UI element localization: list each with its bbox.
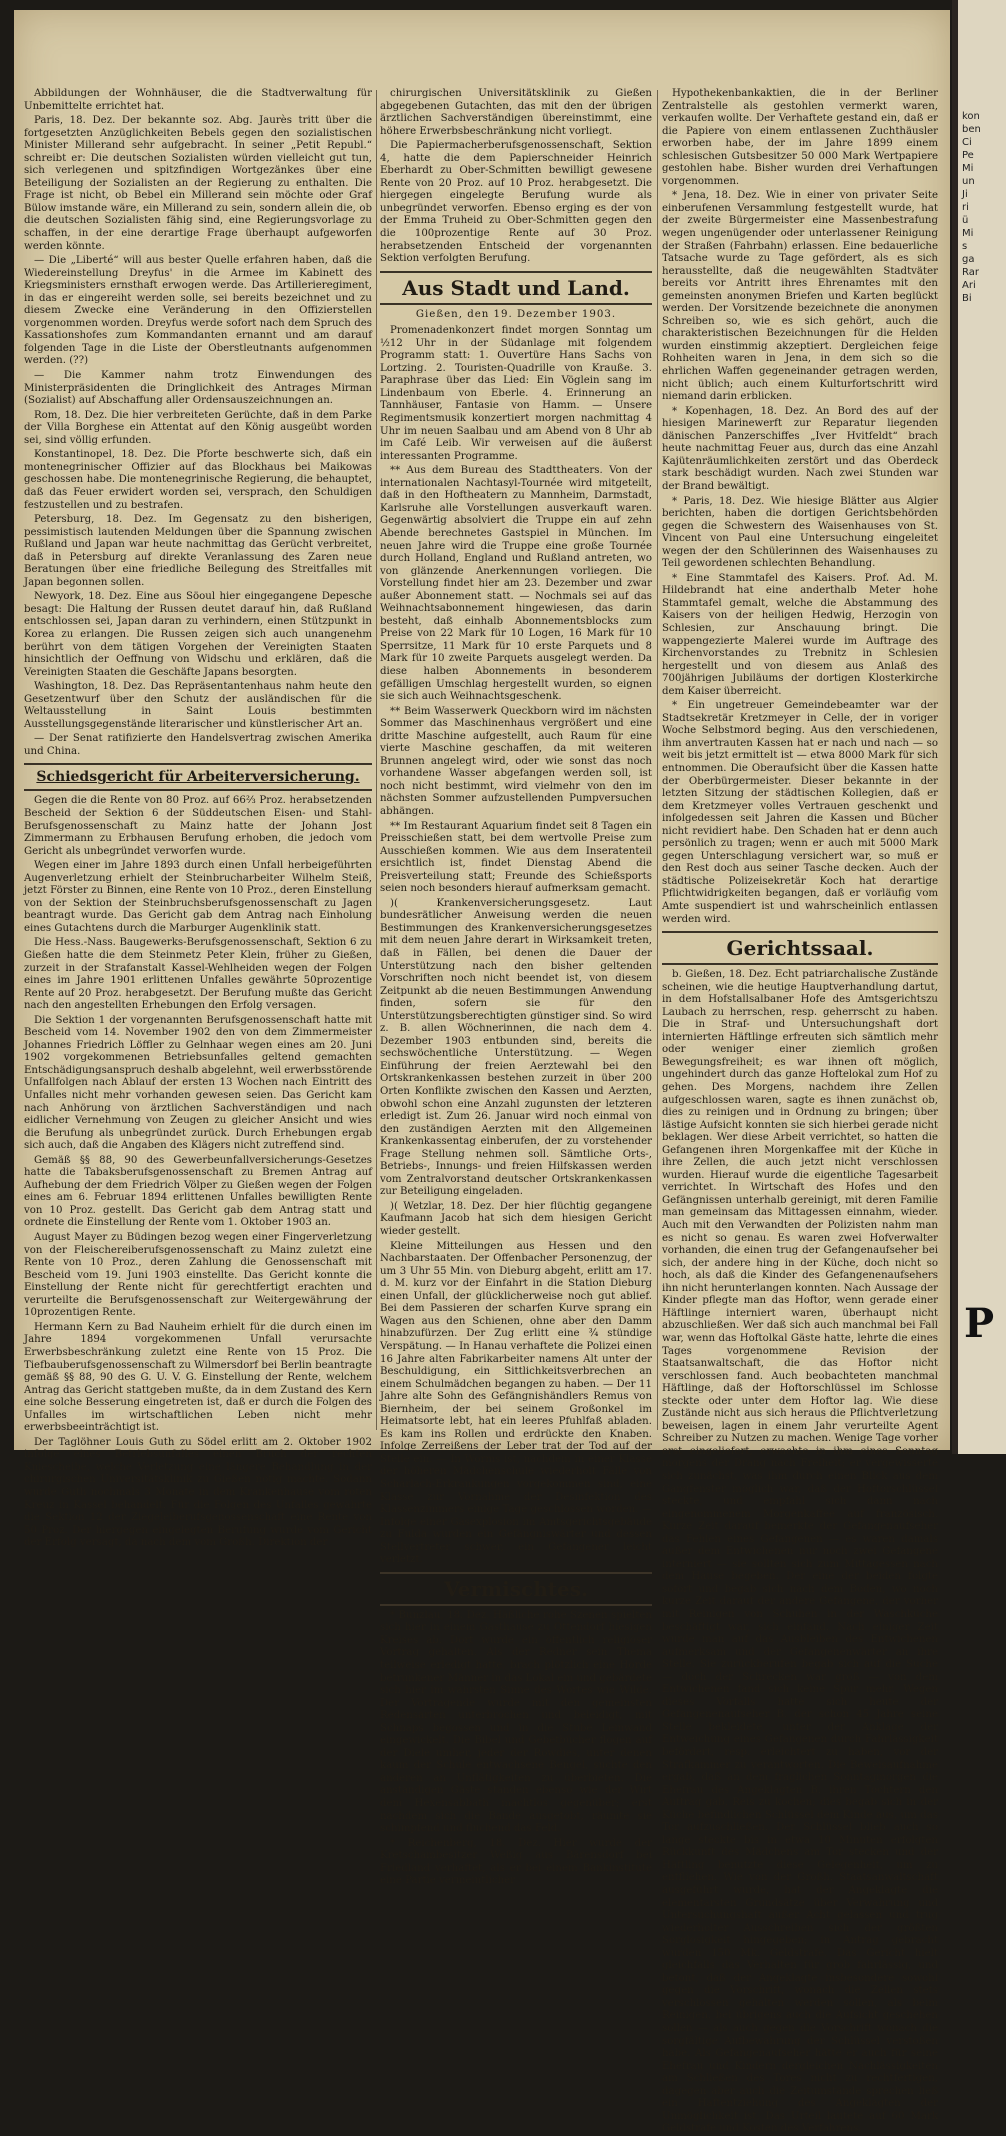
- spine-fragment: ben: [962, 124, 981, 135]
- article-paragraph: Wegen einer im Jahre 1893 durch einen Unfall herbeigeführten Augenverletzung erhielt der Steinbrucharbeiter Wilhelm Steiß, jetzt Förster zu Binnen, eine Rente von 10 Proz., deren Einstellung von der Sektion der Steinbruchsberufsgenossenschaft zu Jagen beantragt wurde. Das Gericht gab dem Antrag nach Einholung eines Gutachtens durch die Marburger Augenklinik statt.: [24, 860, 372, 934]
- article-paragraph: * Bunzlau, 18. Dez. Häßliche rohe Szenen spielten sich hier in einem Gasthause zu Ottendorf hiesigen Kreises ab. Dort wurde ein öffentlich religiöser Vortrag gehalten. Als der Redner sein Thema teilweise erledigt hatte, brach plötzlich eine Horde betrunkener Männer in das Lokal ein und gebärdete sich hier im wahrsten Sinne des Wortes wie Wilde. Der Vortragende wurde mit den gemeinsten Redensarten unterbrochen und beleidigt, mit Schnaps begossen und in die Stube Leinwand eingewickelt. Die Bibel und Gebetbücher flogen auf der Diele umher, jeder der Rowdies, unter denen kaum der Schule entwachsene Bengel, suchte den anderen an Unflätigkeiten zu überbieten. Die anständigen Gäste standen ebenso wie der Wirt dem Hexensabbath machtlos gegenüber; erst nachdem sich die Bande ausgetobt, räumte sie schimpfend und fluchend das Feld.: [380, 1609, 652, 1835]
- section-heading: Schiedsgericht für Arbeiterversicherung.: [24, 763, 372, 791]
- article-paragraph: Paris, 18. Dez. Der bekannte soz. Abg. Jaurès tritt über die fortgesetzten Anzüglichkeiten Bebels gegen den sozialistischen Minister Millerand sehr aufgebracht. In seiner „Petit Republ.“ schreibt er: Die deutschen Sozialisten würden vielleicht gut tun, sich verlegenen und spitzfindigen Wortgezänkes über eine Beteiligung der Sozialisten an der Regierung zu enthalten. Die Frage ist nicht, ob Bebel ein Millerand sein möchte oder Graf Bülow imstande wäre, ein Millerand zu sein, sondern allein die, ob die deutschen Sozialisten fähig sind, eine Regierungsvorlage zu schaffen, in der eine derartige Frage überhaupt aufgeworfen werden könnte.: [24, 115, 372, 252]
- article-paragraph: August Mayer zu Büdingen bezog wegen einer Fingerverletzung von der Fleischereiberufsgenossenschaft zu Mainz zuletzt eine Rente von 10 Proz., deren Zahlung die Genossenschaft mit Bescheid vom 19. Juni 1903 einstellte. Das Gericht konnte die Einstellung der Rente nicht für gerechtfertigt erachten und verurteilte die Berufsgenossenschaft zur Weitergewährung der 10prozentigen Rente.: [24, 1232, 372, 1319]
- article-paragraph: Washington, 18. Dez. Das Repräsentantenhaus nahm heute den Gesetzentwurf über den Schutz der ausländischen für die Weltausstellung in Saint Louis bestimmten Ausstellungsgegenstände literarischer und künstlerischer Art an.: [24, 681, 372, 730]
- article-paragraph: — Die „Liberté“ will aus bester Quelle erfahren haben, daß die Wiedereinstellung Dreyfus' in die Armee im Kabinett des Kriegsministers ernsthaft erwogen werde. Das Artillerieregiment, in das er eingereiht werden solle, sei bereits bezeichnet und zu diesem Zwecke eine Veränderung in den Offizierstellen vorgenommen worden. Dreyfus werde sofort nach dem Spruch des Kassationshofes zum Kommandanten ernannt und am darauf folgenden Tage in die Liste der Oberstleutnants aufgenommen werden. (??): [24, 255, 372, 367]
- section-heading: Vermischtes.: [380, 1572, 652, 1606]
- article-paragraph: chirurgischen Universitätsklinik zu Gießen abgegebenen Gutachten, das mit den der übrigen ärztlichen Sachverständigen übereinstimmt, eine höhere Erwerbsbeschränkung nicht vorliegt.: [380, 88, 652, 137]
- article-paragraph: * Ein ungetreuer Gemeindebeamter war der Stadtsekretär Kretzmeyer in Celle, der in voriger Woche Selbstmord beging. Aus den verschiedenen, ihm anvertrauten Kassen hat er nach und nach — so weit bis jetzt ermittelt ist — etwa 8000 Mark für sich entnommen. Die Oberaufsicht über die Kassen hatte der Oberbürgermeister. Dieser bekannte in der letzten Sitzung der städtischen Kollegien, daß er dem Kretzmeyer volles Vertrauen geschenkt und infolgedessen seit Jahren die Kassen und Bücher nicht revidiert habe. Den Schaden hat er denn auch persönlich zu tragen; wenn er auch mit 5000 Mark gegen Unterschlagung versichert war, so muß er den Rest doch aus seiner Tasche decken. Auch der städtische Polizeisekretär Koch hat derartige Pflichtwidrigkeiten begangen, daß er vorläufig vom Amte suspendiert ist und wahrscheinlich entlassen werden wird.: [662, 700, 938, 925]
- column-2-body: [380, 88, 652, 266]
- spine-fragment: s: [962, 241, 968, 252]
- article-paragraph: * Paris, 18. Dez. Wie hiesige Blätter aus Algier berichten, haben die dortigen Gerichtsbehörden gegen die Schwestern des Waisenhauses von St. Vincent von Paul eine Untersuchung eingeleitet wegen der den Schülerinnen des Waisenhauses zu Teil gewordenen schlechten Behandlung.: [662, 495, 938, 570]
- article-paragraph: Rom, 18. Dez. Die hier verbreiteten Gerüchte, daß in dem Parke der Villa Borghese ein Attentat auf den König ausgeübt worden sei, sind völlig erfunden.: [24, 409, 372, 446]
- column-2: [380, 88, 652, 1887]
- article-paragraph: Die Sektion 1 der vorgenannten Berufsgenossenschaft hatte mit Bescheid vom 14. November 1902 den von dem Zimmermeister Johannes Friedrich Löffler zu Gelnhaar wegen eines am 20. Juni 1902 vorgekommenen Betriebsunfalles geltend gemachten Entschädigungsanspruch deshalb abgelehnt, weil erwerbsstörende Unfallfolgen nach Ablauf der ersten 13 Wochen nach Eintritt des Unfalles nicht mehr vorhanden gewesen seien. Das Gericht kam nach Anhörung von ärztlichen Sachverständigen und nach eidlicher Vernehmung von Zeugen zu gleicher Ansicht und wies die Berufung als unbegründet zurück. Durch Erhebungen ergab sich auch, daß die Angaben des Klägers nicht zutreffend sind.: [24, 1014, 372, 1152]
- spine-fragment: Mi: [962, 228, 974, 239]
- column-1-body-2: [24, 795, 372, 1549]
- spine-fragment: ü: [962, 215, 969, 226]
- article-paragraph: ** Aus dem Bureau des Stadttheaters. Von der internationalen Nachtasyl-Tournée wird mitgeteilt, daß in den Hoftheatern zu Mannheim, Darmstadt, Karlsruhe alle Vorstellungen ausverkauft waren. Gegenwärtig absolviert die Truppe ein auf zehn Abende berechnetes Gastspiel in München. Im neuen Jahre wird die Truppe eine große Tournée durch Holland, England und Rußland antreten, wo von glänzende Anerkennungen vorliegen. Die Vorstellung findet hier am 23. Dezember und zwar außer Abonnement statt. — Nochmals sei auf das Weihnachtsabonnement hingewiesen, das darin besteht, daß einhalb Abonnementsblocks zum Preise von 22 Mark für 10 Logen, 16 Mark für 10 Sperrsitze, 11 Mark für 10 erste Parquets und 8 Mark für 10 zweite Parquets ausgelegt werden. Da diese halben Abonnements in besonderem gefälligen Umschlag hergestellt wurden, so eignen sie sich auch Weihnachtsgeschenk.: [380, 465, 652, 703]
- column-3-body: [662, 88, 938, 926]
- article-paragraph: Der Taglöhner Louis Guth zu Södel erlitt am 2. Oktober 1902 infolge eines Betriebsunfalles einen Bruch der rechten Kniescheibe, welche Verletzung eine längere Behandlung in der chirurgischen Universitätsklinik zu Gießen nötig machte. Sodann wurde Guth nochmals 3 Monate in dem Krankenhause vom roten Kreuz in Kassel behandelt. Für die Folgen des Unfalles gewährte die Sektion 12 der Ziegeleiberufsgenossenschaft eine Rente von 50 Proz. Der hiergegen eingelegten Berufung wurde vom Gericht der Erfolg versagt, da nach dem vom Großh. Direktion der: [24, 1436, 372, 1549]
- article-paragraph: Newyork, 18. Dez. Eine aus Söoul hier eingegangene Depesche besagt: Die Haltung der Russen deutet darauf hin, daß Rußland entschlossen sei, Japan daran zu verhindern, einen Stützpunkt in Korea zu erlangen. Die Russen zeigen sich auch unangenehm berührt von dem tätigen Vorgehen der Vereinigten Staaten hinsichtlich der Oeffnung von Widschu und erklären, daß die Vereinigten Staaten die Geschäfte Japans besorgten.: [24, 591, 372, 678]
- article-paragraph: b. Gießen, 18. Dez. Echt patriarchalische Zustände scheinen, wie die heutige Hauptverhandlung dartut, in dem Hofstallsalbaner Hofe des Amtsgerichtszu Laubach zu herrschen, resp. geherrscht zu haben. Die in Straf- und Untersuchungshaft dort internierten Häftlinge erfreuten sich sämtlich mehr oder weniger einer ziemlich großen Bewegungsfreiheit; es war ihnen oft möglich, ungehindert durch das ganze Hoftelokal zum Hof zu gehen. Des Morgens, nachdem ihre Zellen aufgeschlossen waren, sagte es ihnen zunächst ob, dies zu reinigen und in Ordnung zu bringen; über lästige Aufsicht konnten sie sich hierbei gerade nicht beklagen. Wer diese Arbeit verrichtet, so hatten die Gefangenen ihren Morgenkaffee mit der Küche in ihre Zellen, die auch jetzt nicht verschlossen wurden. Hierauf wurde die eigentliche Tagesarbeit verrichtet. In Wirtschaft des Hofes und den Gefängnissen unterhalb gereinigt, mit deren Familie man gemeinsam das Mittagessen einnahm, wieder. Auch mit den Verwandten der Polizisten nahm man es nicht so genau. Es waren zwei Hofverwalter vorhanden, die einen trug der Gefangenaufseher bei sich, der andere hing in der Küche, doch nicht so hoch, als daß die Kinder des Gefangenenaufsehers ihn nicht herunterlangen konnten. Nach Aussage der Kinder pflegte man das Hoftor, wenn gerade einer Häftlinge interniert waren, überhaupt nicht abzuschließen. Wer daß sich auch manchmal bei Fall war, wenn das Hoftolkal Gäste hatte, lehrte die eines Tages vorgenommene Revision der Staatsanwaltschaft, die das Hoftor nicht verschlossen fand. Auch beobachteten manchmal Häftlinge, daß der Hoftorschlüssel im Schlosse steckte oder unter dem Hoftor lag. Wie diese Zustände nicht aus sich heraus die Pflichtverletzung beweisen, lagen in einem Jahr verurteilte Agent Schreiber zu Nutzen zu machen. Wenige Tage vorher erst eingeliefert, erwachte in ihm eines Sonntag morgens der Drang nach Freiheit; er vergewisserte sich zunächst, was ihm durch einen Blick aus dem Gangfenster möglich war, daß der Hoftorschlüssel steckte, und empfahl sich dann nach eingenommenem Morgenkaffee auf französisch. Kurze Zeit darauf bemerkte der Gefangenaufseher das Fehlen eines Gefangenen — es waren damals außer dem Entwichenen nur noch zwei Gefangene interniert — sie sollten sich zum Mittagessen nach dem Hause begeben. Der eine der beiden folgte sofort und begab sich nach dem Boden, wo noch kurze Zeit darauf der andere Gefangene, der vorher mit Reinigen von Schuhen in der Waschküche beschäftigt war, sich einfand. Nach einiger Zeit wurde man auf das Ausbleiben des Entwichenen aufmerksam und der Gefangenenwärter an ihre Stelle. Sie zurückberufen begab sich auf die Suche — doch der Schrecken war groß — von dem Entwichenen fand sich keine Spur mehr. Wegen dieses Vorfalls hatte sich heute der Gefangenenaufseher B. der schon 45 Jahre seine Stelle bekleidete, unter der Anklage der Entweichung eines Gefangenen durch Fahrlässigkeit befördert, resp. erleichtert zu haben, vor der Strafkammer zu verantworten. Die Beweisaufnahme ergab, daß an dem fraglichen Sonntagmorgen die Ehefrau des Angeklagten B. ihren Töchtern den Auftrag gab, Reis zu kochen; dies begab sich in der Küche befindlichen Schlüssel dem Kinde aus, um das Tor aufzuschließen. Der Schlüssel blieb auch so lange steckte bis in etwa 10 Minuten erfolgten Rückkunft des Mädchens am Tor stecken und der Häftling benutzte diese Gelegenheit, um zu entfliehen. Wie von der Großh. Staatsanwaltschaft ausgeführt wurde, hat der Angeklagte die elementarsten Grundsätze über Verwahrung und Untersuchungshaft außer Acht gelassen und trug wiederholter Ausschreiben sich der größten Sorglosigkeit hingegeben; in Antrag gebracht wurden 150 Mk. Geldstrafe. Das Gericht hielt gleichfalls das Verhalten für grob fahrlässig, und betont, daß der Angeklagte insbesondere sowohl gegen die Vorschrift, wonach die Zellen stets verschlossen gehalten werden sollen, als beim Reinigen, bei übrigens auch die Aufsicht geschehen sollen — als auch gegen die Vorschrift wonach die sorgfältige Aufbewahrung der Schlüssel verstoßen habe. Als Gefangenaufseher hätte er auch für seine Ehefrau und Kindern dergleichen Nachlässigkeiten am Schließen des Tores nicht zu rechtfertigen, dagegen aber auch die Zeitumstände sprechen ließ ein Haftentziehung des Angeklagten der Unmöglichkeit ist. Das Urteil lautete auf 60 Mark Geldstrafe und Kosten des Verfahrens.: [662, 969, 938, 2135]
- spine-fragment: Mi: [962, 163, 974, 174]
- article-paragraph: Die Papiermacherberufsgenossenschaft, Sektion 4, hatte die dem Papierschneider Heinrich Eberhardt zu Ober-Schmitten bewilligt gewesene Rente von 20 Proz. auf 10 Proz. herabgesetzt. Die hiergegen eingelegte Berufung wurde als unbegründet verworfen. Ebenso erging es der von der Emma Truheid zu Ober-Schmitten gegen den die 100prozentige Rente auf 30 Proz. herabsetzenden Entscheid der vorgenannten Sektion verfolgten Berufung.: [380, 140, 652, 265]
- section-heading: Gerichtssaal.: [662, 931, 938, 965]
- column-1-body: [24, 88, 372, 758]
- spine-fragment: ga: [962, 254, 975, 265]
- spine-fragment: Ji: [962, 189, 968, 200]
- article-paragraph: * Jena, 18. Dez. Wie in einer von privater Seite einberufenen Versammlung festgestellt wurde, hat der zweite Bürgermeister eine Massenbestrafung wegen ungenügender oder unterlassener Reinigung der Straßen (Fahrbahn) erlassen. Eine bedauerliche Tatsache wurde zu Tage gefördert, als es sich herausstellte, daß die neugewählten Stadtväter bereits vor Antritt ihres Ehrenamtes mit den gemeinsten anonymen Briefen und Karten beglückt werden. Der Vorsitzende bezeichnete die anonymen Schreiben so, wie es sich gehört, auch die charakteristischen Bezeichnungen für die Helden wurden einstimmig akzeptiert. Dergleichen feige Rohheiten waren in Jena, in dem sich so die ehrlichen Waffen gegeneinander getragen werden, nicht üblich; auch einem Kulturfortschritt wird niemand darin erblicken.: [662, 190, 938, 403]
- article-paragraph: Promenadenkonzert findet morgen Sonntag um ½12 Uhr in der Südanlage mit folgendem Programm statt: 1. Ouvertüre Hans Sachs von Lortzing. 2. Touristen-Quadrille von Krauße. 3. Paraphrase über das Lied: Ein Vöglein sang im Lindenbaum von Eberle. 4. Erinnerung an Tannhäuser, Fantasie von Hamm. — Unsere Regimentsmusik konzertiert morgen nachmittag 4 Uhr im neuen Saalbau und am Abend von 8 Uhr ab im Café Leib. Wir verweisen auf die äußerst interessanten Programme.: [380, 325, 652, 462]
- spine-fragment: kon: [962, 111, 980, 122]
- dateline: Gießen, den 19. Dezember 1903.: [415, 308, 617, 320]
- column-3: [662, 88, 938, 2135]
- newspaper-page: [14, 10, 950, 2135]
- adjacent-page-edge: [952, 0, 1006, 1454]
- article-paragraph: Hermann Kern zu Bad Nauheim erhielt für die durch einen im Jahre 1894 vorgekommenen Unfall verursachte Erwerbsbeschränkung zuletzt eine Rente von 15 Proz. Die Tiefbauberufsgenossenschaft zu Wilmersdorf bei Berlin beantragte gemäß §§ 88, 90 des G. U. V. G. Einstellung der Rente, welchem Antrag das Gericht stattgeben mußte, da in dem Zustand des Kern eine solche Besserung eingetreten ist, daß er durch die Folgen des Unfalles im wirtschaftlichen Leben nicht mehr erwerbsbeeinträchtigt ist.: [24, 1321, 372, 1434]
- article-paragraph: ** Beim Wasserwerk Queckborn wird im nächsten Sommer das Maschinenhaus vergrößert und eine dritte Maschine aufgestellt, auch Raum für eine vierte Maschine geschaffen, da mit weiteren Brunnen angelegt wird, oder wie sonst das noch vorhandene Wasser abgefangen werden soll, ist noch nicht bestimmt, wird vielmehr von den im nächsten Sommer aufzustellenden Pumpversuchen abhängen.: [380, 705, 652, 817]
- column-3-body-2: [662, 969, 938, 2136]
- article-paragraph: Konstantinopel, 18. Dez. Die Pforte beschwerte sich, daß ein montenegrinischer Offizier auf das Blockhaus bei Maikowas geschossen habe. Die montenegrinische Regierung, die behauptet, daß das Feuer erwidert worden sei, versprach, den Schuldigen festzustellen und zu bestrafen.: [24, 449, 372, 511]
- article-paragraph: ** Im Restaurant Aquarium findet seit 8 Tagen ein Preisschießen statt, bei dem wertvolle Preise zum Ausschießen kommen. Wie aus dem Inseratenteil ersichtlich ist, findet Dienstag Abend die Preisverteilung statt; Freunde des Schießsports seien noch besonders hierauf aufmerksam gemacht.: [380, 820, 652, 895]
- spine-fragment: Ci: [962, 137, 972, 148]
- article-paragraph: )( Wetzlar, 18. Dez. Der hier flüchtig gegangene Kaufmann Jacob hat sich dem hiesigen Gericht wieder gestellt.: [380, 1200, 652, 1238]
- spine-fragment: Pe: [962, 150, 974, 161]
- spine-fragment: un: [962, 176, 975, 187]
- column-1: [24, 88, 372, 1549]
- column-2-body-2: [380, 325, 652, 1567]
- article-paragraph: Die Hess.-Nass. Baugewerks-Berufsgenossenschaft, Sektion 6 zu Gießen hatte die dem Steinmetz Peter Klein, früher zu Gießen, zurzeit in der Strafanstalt Kassel-Wehlheiden wegen der Folgen eines im Jahre 1901 erlittenen Unfalles gewährte 50prozentige Rente auf 20 Proz. herabgesetzt. Der Berufung mußte das Gericht nach den angestellten Erhebungen den Erfolg versagen.: [24, 937, 372, 1012]
- article-paragraph: Petersburg, 18. Dez. Im Gegensatz zu den bisherigen, pessimistisch lautenden Meldungen über die Spannung zwischen Rußland und Japan war heute nachmittag das Gerücht verbreitet, daß in Petersburg auf direkte Veranlassung des Zaren neue Beratungen über eine friedliche Beilegung des Streitfalles mit Japan begonnen sollen.: [24, 514, 372, 588]
- article-paragraph: — Der Senat ratifizierte den Handelsvertrag zwischen Amerika und China.: [24, 733, 372, 757]
- article-paragraph: — Die Kammer nahm trotz Einwendungen des Ministerpräsidenten die Dringlichkeit des Antrages Mirman (Sozialist) auf Abschaffung aller Ordensauszeichnungen an.: [24, 370, 372, 407]
- article-paragraph: * Eine Stammtafel des Kaisers. Prof. Ad. M. Hildebrandt hat eine anderthalb Meter hohe Stammtafel gemalt, welche die Abstammung des Kaisers von der heiligen Hedwig, Herzogin von Schlesien, zur Anschauung bringt. Die wappengezierte Malerei wurde im Auftrage des Kirchenvorstandes zu Trebnitz in Schlesien hergestellt und von diesem aus Anlaß des 700jährigen Jubiläums der dortigen Klosterkirche dem Kaiser überreicht.: [662, 572, 938, 697]
- spine-fragment: Bi: [962, 293, 972, 304]
- section-heading: Aus Stadt und Land.: [380, 271, 652, 305]
- article-paragraph: * Kopenhagen, 18. Dez. An Bord des auf der hiesigen Marinewerft zur Reparatur liegenden dänischen Panzerschiffes „Iver Hvitfeldt“ brach heute nachmittag Feuer aus, durch das eine Anzahl Kajütenräumlichkeiten zerstört und das Oberdeck stark beschädigt wurden. Nach zwei Stunden war der Brand bewältigt.: [662, 405, 938, 492]
- article-paragraph: * Reichenberg, 18. Dez. Hier wurde der Kretschambesitzer Weßig aus Bärensdorf bei Friedland verhaftet, als er bei einem Bankinstitute eine Partie vermeintlicher: [380, 1837, 652, 1887]
- spine-fragment: ri: [962, 202, 969, 213]
- column-rule: [657, 90, 658, 1430]
- spine-initial: P: [964, 1300, 995, 1347]
- article-paragraph: Abbildungen der Wohnhäuser, die die Stadtverwaltung für Unbemittelte errichtet hat.: [24, 88, 372, 112]
- article-paragraph: Hypothekenbankaktien, die in der Berliner Zentralstelle als gestohlen vermerkt waren, verkaufen wollte. Der Verhaftete gestand ein, daß er die Papiere von einem entlassenen Zuchthäusler erworben habe, der im Jahre 1899 einem schlesischen Gutsbesitzer 50 000 Mark Wertpapiere gestohlen habe. Bisher wurden drei Verhaftungen vorgenommen.: [662, 88, 938, 187]
- article-paragraph: )( Krankenversicherungsgesetz. Laut bundesrätlicher Anweisung werden die neuen Bestimmungen des Krankenversicherungsgesetzes mit dem neuen Jahre derart in Wirksamkeit treten, daß in Fällen, bei denen die Dauer der Unterstützung nach den bisher geltenden Vorschriften noch nicht beendet ist, von diesem Zeitpunkt ab die neuen Bestimmungen Anwendung finden, sofern sie für den Unterstützungsberechtigten günstiger sind. So wird z. B. allen Wöchnerinnen, die nach dem 4. Dezember 1903 entbunden sind, bereits die sechswöchentliche Unterstützung. — Wegen Einführung der freien Aerztewahl bei den Ortskrankenkassen bestehen zurzeit in über 200 Orten Konflikte zwischen den Kassen und Aerzten, obwohl schon eine Anzahl zugunsten der letzteren erledigt ist. Zum 26. Januar wird noch einmal von den zuständigen Aerzten mit den Allgemeinen Krankenkassentag einberufen, der zu vorstehender Frage Stellung nehmen soll. Sämtliche Orts-, Betriebs-, Innungs- und freien Hilfskassen werden vom Zentralvorstand deutscher Ortskrankenkassen zur Beteiligung eingeladen.: [380, 897, 652, 1198]
- article-paragraph: Kleine Mitteilungen aus Hessen und den Nachbarstaaten. Der Offenbacher Personenzug, der um 3 Uhr 55 Min. von Dieburg abgeht, erlitt am 17. d. M. kurz vor der Einfahrt in die Station Dieburg einen Unfall, der glücklicherweise noch gut ablief. Bei dem Passieren der scharfen Kurve sprang ein Wagen aus den Schienen, ohne aber den Damm hinabzufürzen. Der Zug erlitt eine ¾ stündige Verspätung. — In Hanau verhaftete die Polizei einen 16 Jahre alten Fabrikarbeiter namens Alt unter der Beschuldigung, ein Sittlichkeitsverbrechen an einem Schulmädchen begangen zu haben. — Der 11 Jahre alte Sohn des Gefängnishändlers Remus von Biernheim, der bei seinem Großonkel im Heimatsorte lebt, hat ein leeres Pfuhlfaß abladen. Es kam ins Rollen und erdrückte den Knaben. Infolge Zerreißens der Leber trat der Tod auf der Stelle ein. — In Worms ist, nachdem in einer Klasse der höheren Mädchenschule wiederholt Fälle von Scharlach-Erkrankungen vorgekommen sind, eine Klasse zur Vornahme der Desinfektion des Klassenzimmers einige Tage geschlossen worden. — Infolge einer Gasexplosion im Amtsgerichtsgebäude zu Fulda wurden ein Gefängniswärter und dessen Stellvertreter schwer, ein Gefangener leicht verletzt.: [380, 1240, 652, 1566]
- column-rule: [376, 90, 377, 1430]
- article-paragraph: Gegen die die Rente von 80 Proz. auf 66⅔ Proz. herabsetzenden Bescheid der Sektion 6 der Süddeutschen Eisen- und Stahl-Berufsgenossenschaft zu Mainz hatte der Johann Jost Zimmermann zu Erbhausen Berufung erhoben, die jedoch vom Gericht als unbegründet verworfen wurde.: [24, 795, 372, 857]
- spine-fragment: Rar: [962, 267, 979, 278]
- article-paragraph: Gemäß §§ 88, 90 des Gewerbeunfallversicherungs-Gesetzes hatte die Tabaksberufsgenossenschaft zu Bremen Antrag auf Aufhebung der dem Friedrich Völper zu Gießen wegen der Folgen eines am 6. Februar 1894 erlittenen Unfalles bewilligten Rente von 10 Proz. gestellt. Das Gericht gab dem Antrag statt und ordnete die Einstellung der Rente vom 1. Oktober 1903 an.: [24, 1154, 372, 1229]
- spine-fragment: Ari: [962, 280, 976, 291]
- column-2-body-3: [380, 1610, 652, 1888]
